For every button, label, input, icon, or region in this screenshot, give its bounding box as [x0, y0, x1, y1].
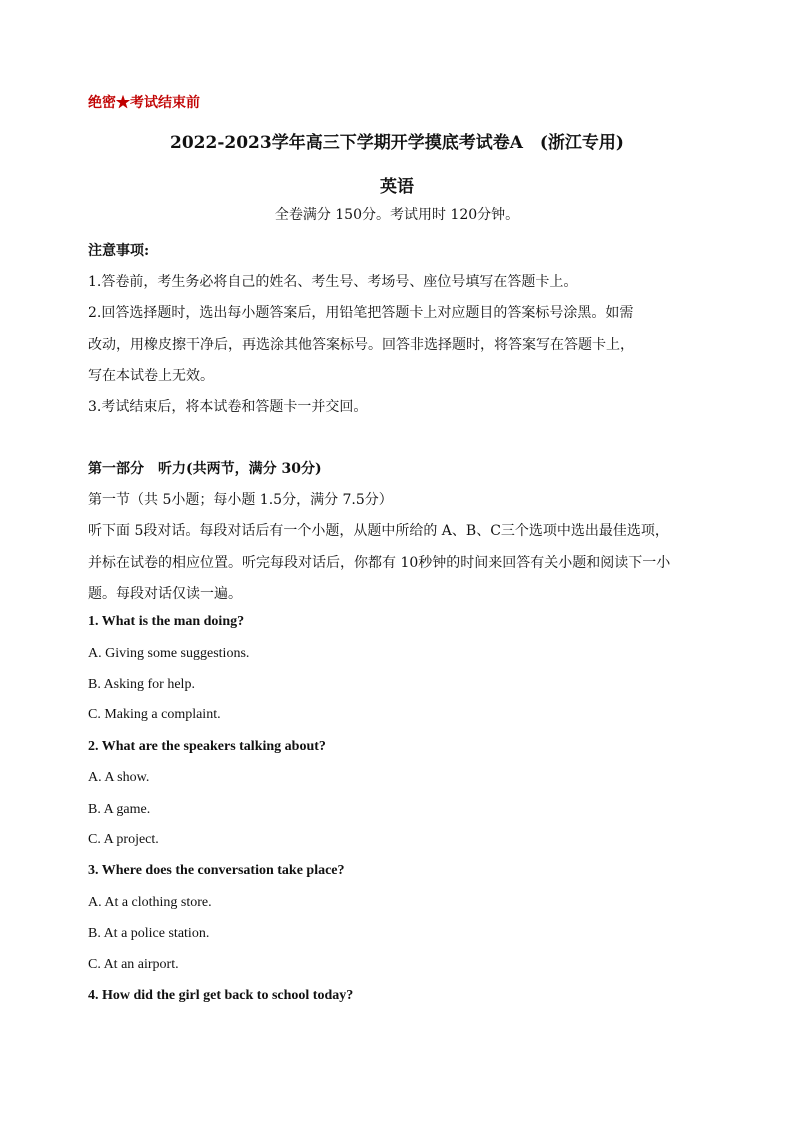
question-1: 1. What is the man doing?: [88, 614, 245, 629]
notice-heading: 注意事项:: [88, 243, 150, 259]
question-2-option-a: A. A show.: [88, 770, 150, 785]
exam-meta: 全卷满分 150分。考试用时 120分钟。: [274, 207, 520, 223]
notice-item: 3.考试结束后，将本试卷和答题卡一并交回。: [88, 399, 368, 415]
question-2-option-b: B. A game.: [88, 802, 151, 817]
notice-item: 写在本试卷上无效。: [88, 368, 214, 384]
exam-title: 2022-2023学年高三下学期开学摸底考试卷A (浙江专用): [170, 133, 624, 153]
question-3-option-b: B. At a police station.: [88, 926, 210, 941]
question-2-option-c: C. A project.: [88, 832, 159, 847]
question-1-option-c: C. Making a complaint.: [88, 707, 221, 722]
notice-item: 改动，用橡皮擦干净后，再选涂其他答案标号。回答非选择题时，将答案写在答题卡上，: [88, 337, 634, 353]
instructions-line: 听下面 5段对话。每段对话后有一个小题，从题中所给的 A、B、C三个选项中选出最佳选项，: [88, 523, 669, 539]
notice-item: 2.回答选择题时，选出每小题答案后，用铅笔把答题卡上对应题目的答案标号涂黑。如需: [88, 305, 634, 321]
question-3-option-c: C. At an airport.: [88, 957, 179, 972]
question-2: 2. What are the speakers talking about?: [88, 739, 326, 754]
instructions-line: 题。每段对话仅读一遍。: [88, 586, 242, 602]
section1-heading: 第一节（共 5小题；每小题 1.5分，满分 7.5分）: [88, 492, 393, 508]
subject-title: 英语: [380, 177, 414, 197]
question-1-option-a: A. Giving some suggestions.: [88, 646, 250, 661]
notice-item: 1.答卷前，考生务必将自己的姓名、考生号、考场号、座位号填写在答题卡上。: [88, 274, 578, 290]
instructions-line: 并标在试卷的相应位置。听完每段对话后，你都有 10秒钟的时间来回答有关小题和阅读下一小: [88, 555, 671, 571]
question-4: 4. How did the girl get back to school today?: [88, 988, 354, 1003]
question-1-option-b: B. Asking for help.: [88, 677, 195, 692]
question-3-option-a: A. At a clothing store.: [88, 895, 212, 910]
question-3: 3. Where does the conversation take place?: [88, 863, 345, 878]
part1-heading: 第一部分 听力(共两节，满分 30分): [88, 461, 322, 477]
confidential-label: 绝密★考试结束前: [88, 95, 200, 111]
